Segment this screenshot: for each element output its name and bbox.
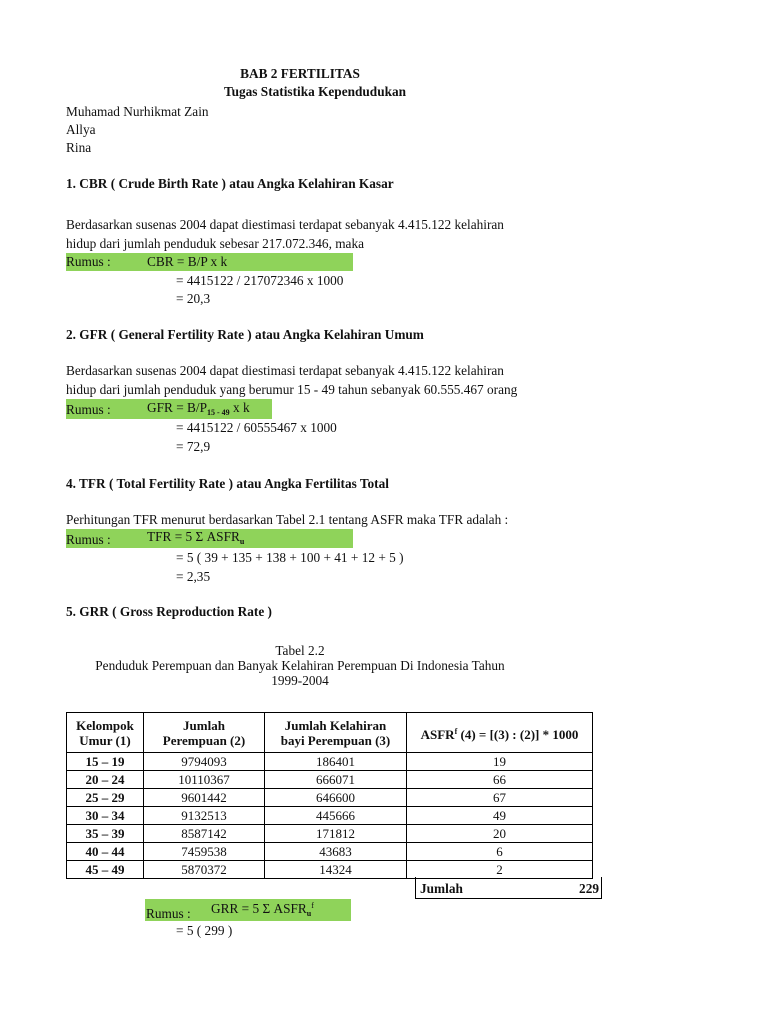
- total-value: 229: [579, 881, 599, 896]
- table-row: [67, 753, 593, 771]
- grr-formula: [211, 901, 314, 918]
- cbr-paragraph-line-1: Berdasarkan susenas 2004 dapat diestimasi terdapat sebanyak 4.415.122 kelahiran: [66, 217, 504, 232]
- cell-women-count: 9132513: [144, 807, 265, 825]
- cell-age-group: 15 – 19: [67, 753, 144, 771]
- author-2: Allya: [66, 122, 96, 137]
- header-women: Jumlah Perempuan (2): [144, 713, 265, 753]
- table-header-row: [67, 713, 593, 753]
- cell-women-count: 8587142: [144, 825, 265, 843]
- cbr-step-2: = 20,3: [176, 291, 211, 306]
- gfr-step-1: = 4415122 / 60555467 x 1000: [176, 420, 337, 435]
- cell-women-count: 5870372: [144, 861, 265, 879]
- grr-step-1: = 5 ( 299 ): [176, 923, 233, 938]
- table-row: [67, 789, 593, 807]
- tfr-rumus-label: Rumus :: [66, 532, 111, 547]
- table-row: [67, 861, 593, 879]
- gfr-paragraph-line-1: Berdasarkan susenas 2004 dapat diestimasi terdapat sebanyak 4.415.122 kelahiran: [66, 363, 504, 378]
- author-3: Rina: [66, 140, 92, 155]
- grr-formula-superscript: f: [311, 901, 314, 910]
- cell-asfr-value: 49: [407, 807, 593, 825]
- gfr-heading: 2. GFR ( General Fertility Rate ) atau Angka Kelahiran Umum: [66, 327, 424, 342]
- grr-formula-main: GRR = 5 Σ ASFR: [211, 901, 307, 916]
- table-row: [67, 771, 593, 789]
- cell-female-births: 171812: [265, 825, 407, 843]
- cell-female-births: 646600: [265, 789, 407, 807]
- gfr-formula-subscript: 15 - 49: [206, 408, 230, 417]
- table-caption-years: 1999-2004: [271, 673, 329, 688]
- cell-female-births: 445666: [265, 807, 407, 825]
- tfr-step-2: = 2,35: [176, 569, 211, 584]
- table-row: [67, 843, 593, 861]
- table-total-cell: [415, 877, 602, 899]
- gfr-formula-tail: x k: [229, 400, 250, 415]
- grr-heading: 5. GRR ( Gross Reproduction Rate ): [66, 604, 272, 619]
- table-caption-number: Tabel 2.2: [275, 643, 325, 658]
- document-subtitle: Tugas Statistika Kependudukan: [223, 84, 407, 99]
- cell-asfr-value: 2: [407, 861, 593, 879]
- cbr-rumus-label: Rumus :: [66, 254, 111, 269]
- cbr-formula: CBR = B/P x k: [147, 254, 228, 269]
- chapter-title: BAB 2 FERTILITAS: [240, 66, 360, 81]
- cell-female-births: 43683: [265, 843, 407, 861]
- header-female-births: Jumlah Kelahiran bayi Perempuan (3): [265, 713, 407, 753]
- header-asfr: ASFR$^f$ (4) = [(3) : (2)] * 1000: [407, 713, 593, 753]
- tfr-heading: 4. TFR ( Total Fertility Rate ) atau Angka Fertilitas Total: [66, 476, 389, 491]
- cell-women-count: 9794093: [144, 753, 265, 771]
- gfr-formula-main: GFR = B/P: [147, 400, 207, 415]
- cell-age-group: 45 – 49: [67, 861, 144, 879]
- cell-age-group: 25 – 29: [67, 789, 144, 807]
- gfr-paragraph-line-2: hidup dari jumlah penduduk yang berumur 15 - 49 tahun sebanyak 60.555.467 orang: [66, 382, 518, 397]
- cbr-paragraph-line-2: hidup dari jumlah penduduk sebesar 217.072.346, maka: [66, 236, 365, 251]
- cell-women-count: 10110367: [144, 771, 265, 789]
- cell-age-group: 20 – 24: [67, 771, 144, 789]
- cell-female-births: 666071: [265, 771, 407, 789]
- fertility-table: [66, 712, 593, 879]
- header-age-group: Kelompok Umur (1): [67, 713, 144, 753]
- tfr-formula-subscript: u: [239, 537, 245, 546]
- cbr-step-1: = 4415122 / 217072346 x 1000: [176, 273, 344, 288]
- grr-rumus-label: Rumus :: [146, 906, 191, 921]
- grr-formula-subscript: u: [306, 909, 312, 918]
- total-label: Jumlah: [420, 881, 463, 896]
- cell-asfr-value: 66: [407, 771, 593, 789]
- cell-asfr-value: 6: [407, 843, 593, 861]
- author-1: Muhamad Nurhikmat Zain: [66, 104, 209, 119]
- table-row: [67, 825, 593, 843]
- table-row: [67, 807, 593, 825]
- cell-age-group: 30 – 34: [67, 807, 144, 825]
- cell-female-births: 186401: [265, 753, 407, 771]
- cell-women-count: 9601442: [144, 789, 265, 807]
- cell-female-births: 14324: [265, 861, 407, 879]
- cell-asfr-value: 19: [407, 753, 593, 771]
- tfr-step-1: = 5 ( 39 + 135 + 138 + 100 + 41 + 12 + 5 ): [176, 550, 404, 565]
- cbr-heading: 1. CBR ( Crude Birth Rate ) atau Angka Kelahiran Kasar: [66, 176, 394, 191]
- tfr-formula-main: TFR = 5 Σ ASFR: [147, 529, 240, 544]
- cell-age-group: 35 – 39: [67, 825, 144, 843]
- gfr-step-2: = 72,9: [176, 439, 211, 454]
- gfr-rumus-label: Rumus :: [66, 402, 111, 417]
- cell-women-count: 7459538: [144, 843, 265, 861]
- table-body: [67, 753, 593, 879]
- table-caption-title: Penduduk Perempuan dan Banyak Kelahiran Perempuan Di Indonesia Tahun: [95, 658, 505, 673]
- tfr-formula: [147, 529, 244, 546]
- cell-asfr-value: 20: [407, 825, 593, 843]
- gfr-formula: [147, 400, 250, 417]
- tfr-paragraph: Perhitungan TFR menurut berdasarkan Tabel 2.1 tentang ASFR maka TFR adalah :: [66, 512, 509, 527]
- cell-age-group: 40 – 44: [67, 843, 144, 861]
- cell-asfr-value: 67: [407, 789, 593, 807]
